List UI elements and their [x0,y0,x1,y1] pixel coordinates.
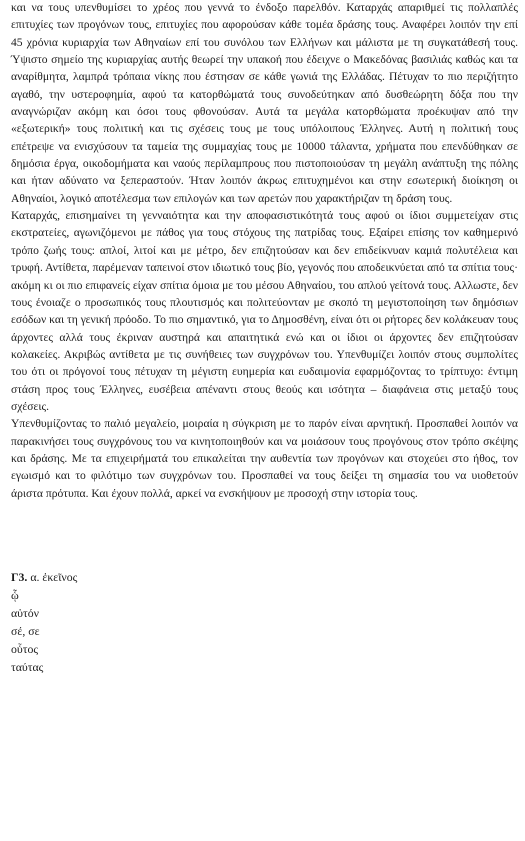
blank-space [11,502,518,568]
answer-item: αὐτόν [11,605,39,620]
paragraph-1: και να τους υπενθυμίσει το χρέος που γεννά το ένδοξο παρελθόν. Καταρχάς απαριθμεί τις πολλαπλές επιτυχίες των προγόνων τους, επιτυχίες που αφορούσαν κάθε τομέα δράσης τους. Αναφέρει λοιπόν την επί 45 χρόνια κυριαρχία των Αθηναίων επί του συνόλου των Ελλήνων και μάλιστα με τη συγκατάθεσή τους. Ύψιστο σημείο της κυριαρχίας αυτής θεωρεί την υπακοή που έδειχνε ο Μακεδόνας βασιλιάς καθώς και τα αναρίθμητα, λαμπρά τρόπαια νίκης που έστησαν σε κάθε γωνιά της Ελλάδας. Πέτυχαν το πιο περιζήτητο αγαθό, την υστεροφημία, αφού τα κατορθώματά τους συνοδεύτηκαν από δυσθεώρητη δόξα που την αναγνώριζαν ακόμη και όσοι τους φθονούσαν. Αυτά τα μεγάλα κατορθώματα προέκυψαν από την «εξωτερική» τους πολιτική και τις σχέσεις τους με τους υπόλοιπους Έλληνες. Αυτή η πολιτική τους επέτρεψε να ενισχύσουν τα ταμεία της συμμαχίας τους με 10000 τάλαντα, χρήματα που επενδύθηκαν σε δημόσια έργα, οικοδομήματα και ναούς περίλαμπρους που πιστοποιούσαν τη μεγάλη ανάπτυξη της πόλης και ήταν αδύνατο να ξεπεραστούν. Ήταν λοιπόν άκρως επιτυχημένοι και στην εσωτερική διοίκηση οι Αθηναίοι, λογικό αποτέλεσμα των επιλογών και των αρετών που χαρακτήριζαν τη δράση τους. [11,1,518,205]
answer-list [11,568,518,676]
paragraph-2: Καταρχάς, επισημαίνει τη γενναιότητα και την αποφασιστικότητά τους αφού οι ίδιοι συμμετείχαν στις εκστρατείες, αγωνιζόμενοι με πάθος για τους στόχους της πατρίδας τους. Εξαίρει επίσης τον καθημερινό τρόπο ζωής τους: απλοί, λιτοί και με μέτρο, δεν επιζητούσαν και δεν επιδείκνυαν καμιά πολυτέλεια και τρυφή. Αντίθετα, παρέμεναν ταπεινοί στον ιδιωτικό τους βίο, γεγονός που αποδεικνύεται από τα σπίτια τους· ακόμη κι οι πιο επιφανείς είχαν σπίτια όμοια με του μέσου Αθηναίου, του απλού γείτονά τους. Αλλωστε, δεν τους ένοιαζε ο προσωπικός τους πλουτισμός και πολιτεύονταν με σκοπό τη μεγιστοποίηση των δημόσιων εσόδων και τη γενική πρόοδο. Το πιο σημαντικό, για το Δημοσθένη, είναι ότι οι ρήτορες δεν κολάκευαν τους άρχοντες αλλά τους έκριναν αυστηρά και απαιτητικά ενώ και οι ίδιοι οι άρχοντες δεν επιζητούσαν κολακείες. Ακριβώς αντίθετα με τις συνήθειες των συγχρόνων του. Υπενθυμίζει λοιπόν στους συμπολίτες του ότι οι πρόγονοί τους πέτυχαν τη μέγιστη ευημερία και ευδαιμονία εφαρμόζοντας το τρίπτυχο: έντιμη στάση προς τους Έλληνες, ευσέβεια απέναντι στους θεούς και ισότητα – διαφάνεια στις μεταξύ τους σχέσεις. [11,209,518,413]
answer-item: σέ, σε [11,623,40,638]
answer-item: οὗτος [11,641,39,656]
question-label: Γ3. [11,569,28,584]
answer-heading [11,568,518,586]
paragraph-3: Υπενθυμίζοντας το παλιό μεγαλείο, μοιραία η σύγκριση με το παρόν είναι αρνητική. Προσπαθεί λοιπόν να παρακινήσει τους συγχρόνους του να κινητοποιηθούν και να μοιάσουν τους προγόνους στον τρόπο σκέψης και δράσης. Με τα επιχειρήματά του επικαλείται την αυθεντία των προγόνων και στοχεύει στο ήθος, τον εγωισμό και το φιλότιμο των συγχρόνων του. Προσπαθεί να τους δείξει τη σημασία του να υιοθετούν άριστα πρότυπα. Και έχουν πολλά, αρκεί να ενσκήψουν με προσοχή στην ιστορία τους. [11,417,518,500]
answer-first: α. ἐκεῖνος [30,569,78,584]
answer-item: ταύτας [11,659,44,674]
answer-item: ᾧ [11,587,19,602]
